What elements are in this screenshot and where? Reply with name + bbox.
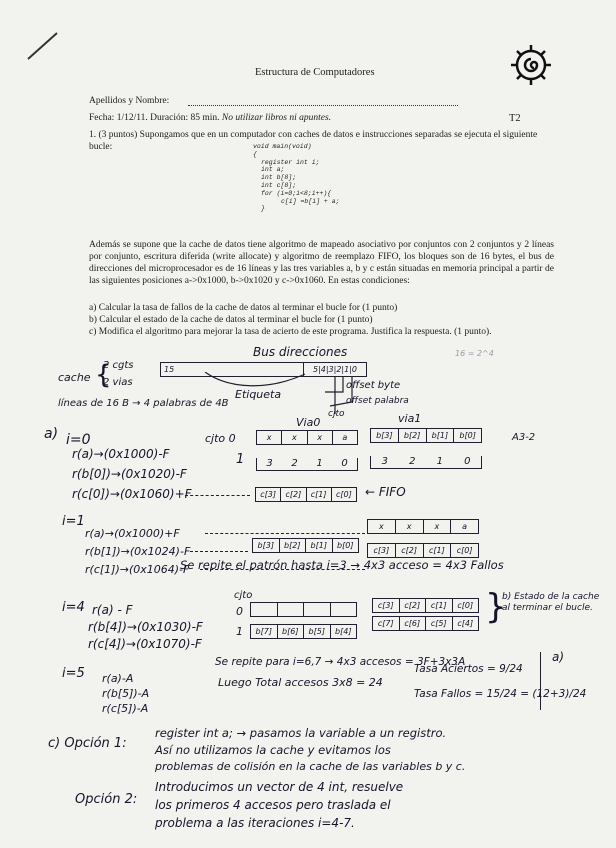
arrow-c-i0 (185, 495, 250, 496)
cell: b[6] (278, 625, 305, 638)
read-b-i1: r(b[1])→(0x1024)-F (85, 545, 191, 558)
pencil-mark (25, 30, 60, 62)
cell: a (342, 433, 348, 442)
cell: c[1] (307, 488, 332, 501)
part-b-note: b) Estado de la cache al terminar el bucle. (502, 592, 600, 614)
item-a: a) Calcular la tasa de fallos de la cache de datos al terminar el bucle for (1 punto) (89, 303, 398, 313)
cell: c[0] (336, 490, 352, 499)
gear-logo-icon (508, 42, 554, 88)
cell: c[3] (256, 488, 281, 501)
set0-via0-i0 (256, 430, 358, 445)
code-line: c[i] =b[i] + a; (281, 197, 340, 205)
bus-msb: 15 (164, 365, 175, 374)
set1-via0-final (250, 624, 357, 639)
set1-via1-i1 (367, 543, 479, 558)
set0-via1-i1 (367, 519, 479, 534)
offset-word-label: offset palabra (346, 396, 409, 406)
cache-label: cache (58, 371, 91, 384)
read-b-i0: r(b[0])→(0x1020)-F (72, 467, 187, 481)
cache-sets: 2 cgts (103, 360, 134, 371)
cell: b[4] (335, 627, 352, 636)
cell: c[3] (368, 544, 396, 557)
name-line (188, 105, 458, 106)
cell: b[3] (253, 539, 280, 552)
option1-label: c) Opción 1: (48, 736, 127, 751)
read-a-i4: r(a) - F (92, 603, 133, 617)
set1-via1-final (372, 616, 479, 631)
question-items (89, 303, 559, 339)
idx: 1 (436, 456, 443, 467)
set1-via0-i1 (252, 538, 359, 553)
cell: b[2] (280, 539, 307, 552)
set0-via1-final (372, 598, 479, 613)
a3-2-label: A3-2 (512, 432, 536, 443)
idx: 1 (316, 458, 323, 469)
cell: c[2] (400, 599, 427, 612)
read-c-i1: r(c[1])→(0x1064)-F (85, 563, 190, 576)
cell: x (368, 520, 396, 533)
cjto-label-2: cjto (234, 590, 253, 601)
code-line: for (i=0;i<8;i++){ (261, 189, 332, 197)
cell: b[3] (371, 429, 399, 442)
cell: x (396, 520, 424, 533)
bus-lsb-cells: 5|4|3|2|1|0 (303, 363, 366, 376)
read-a-i1: r(a)→(0x1000)+F (85, 527, 180, 540)
part-a-label: a) (44, 426, 59, 442)
cell: b[7] (251, 625, 278, 638)
etiqueta-label: Etiqueta (235, 388, 282, 401)
cell: x (257, 431, 282, 444)
cell: b[1] (306, 539, 333, 552)
iter-5-label: i=5 (62, 666, 85, 681)
cell: c[6] (400, 617, 427, 630)
offset-byte-label: offset byte (346, 380, 401, 391)
cell: b[0] (337, 541, 354, 550)
option2-line1: Introducimos un vector de 4 int, resuelve (155, 780, 404, 794)
row1-label-2: 1 (236, 625, 243, 638)
code-block (253, 143, 340, 213)
line-note: líneas de 16 B → 4 palabras de 4B (58, 398, 229, 409)
cell: c[1] (426, 599, 453, 612)
cell: a (462, 522, 468, 531)
idx: 2 (409, 456, 416, 467)
code-line: void main(void) (253, 143, 312, 150)
option2-label: Opción 2: (75, 792, 138, 807)
iter-4-label: i=4 (62, 600, 85, 615)
hit-rate: Tasa Aciertos = 9/24 (414, 663, 523, 675)
code-line: register int i; (261, 158, 320, 166)
cell: x (282, 431, 307, 444)
question-intro: 1. (3 puntos) Supongamos que en un computador con caches de datos e instrucciones separadas se ejecuta el siguiente bucle: (89, 130, 538, 152)
cell: x (308, 431, 333, 444)
read-a-i0: r(a)→(0x1000)-F (72, 447, 170, 461)
option2-line2: los primeros 4 accesos pero traslada el (155, 798, 391, 812)
brace: { (95, 360, 112, 390)
idx: 3 (266, 458, 273, 469)
idx: 3 (381, 456, 388, 467)
idx: 0 (464, 456, 471, 467)
option1-line2: Así no utilizamos la cache y evitamos los (155, 743, 391, 757)
idx: 0 (341, 458, 348, 469)
code-line: } (261, 205, 265, 213)
cell: c[0] (457, 601, 474, 610)
index-row-via0 (256, 458, 358, 471)
code-line: int c[8]; (261, 181, 297, 189)
result-divider (540, 652, 541, 710)
total-accesses: Luego Total accesos 3x8 = 24 (218, 676, 383, 689)
cjto-label: cjto (328, 409, 345, 419)
via0-label: Via0 (296, 416, 321, 429)
set1-via0-i0 (255, 487, 357, 502)
set0-via0-final (250, 602, 357, 617)
date-line (89, 113, 331, 125)
name-label: Apellidos y Nombre: (89, 96, 170, 106)
cell: b[5] (304, 625, 331, 638)
question-body: Además se supone que la cache de datos tiene algoritmo de mapeado asociativo por conjuntos con 2 conjuntos y 2 líneas por conjunto, escritura diferida (write allocate) y algoritmo de reemplazo FIFO, los bloques son de 16 bytes, el bus de direcciones del microprocesador es de 16 líneas y las tres variables a, b y c están situadas en memoria principal a partir de las siguientes posiciones a->0x1000, b->0x1020 y c->0x1060. En estas condiciones: (89, 240, 554, 286)
cell: c[1] (424, 544, 452, 557)
set-0-label: cjto 0 (205, 432, 236, 445)
exam-tag: T2 (509, 113, 521, 124)
cell: b[0] (459, 431, 476, 440)
option2-line3: problema a las iteraciones i=4-7. (155, 816, 355, 830)
miss-rate: Tasa Fallos = 15/24 = (12+3)/24 (414, 688, 587, 700)
cell: c[3] (373, 599, 400, 612)
index-row-via1 (370, 456, 482, 469)
cell: b[1] (427, 429, 455, 442)
item-b: b) Calcular el estado de la cache de datos al terminar el bucle for (1 punto) (89, 314, 373, 325)
code-line: int b[8]; (261, 174, 297, 182)
cell: x (424, 520, 452, 533)
repeat-note: Se repite el patrón hasta i=3 → 4x3 acceso = 4x3 Fallos (180, 558, 504, 572)
cache-ways: 2 vias (103, 377, 133, 388)
fifo-label: ← FIFO (365, 485, 406, 499)
read-b-i5: r(b[5])-A (102, 687, 150, 700)
cell: c[2] (396, 544, 424, 557)
set-1-label: 1 (236, 452, 245, 467)
iter-1-label: i=1 (62, 514, 85, 529)
answer-a-mark: a) (552, 650, 565, 664)
code-line: { (253, 150, 257, 158)
date-text: Fecha: 1/12/11. Duración: 85 min. (89, 113, 220, 123)
cell: c[2] (281, 488, 306, 501)
faint-note: 16 = 2^4 (455, 349, 494, 358)
exam-title: Estructura de Computadores (255, 67, 375, 78)
cell: c[4] (457, 619, 474, 628)
iter-0-label: i=0 (66, 432, 91, 448)
read-a-i5: r(a)-A (102, 672, 134, 685)
bus-title: Bus direcciones (253, 345, 348, 359)
cell: c[7] (373, 617, 400, 630)
cell: b[2] (399, 429, 427, 442)
arrow-a-i1 (205, 533, 365, 534)
cell: c[0] (456, 546, 473, 555)
option1-line3: problemas de colisión en la cache de las variables b y c. (155, 760, 466, 773)
read-b-i4: r(b[4])→(0x1030)-F (88, 620, 203, 634)
via1-label: via1 (398, 412, 422, 425)
brace-b: } (485, 587, 507, 627)
set0-via1-i0 (370, 428, 482, 443)
row0-label-2: 0 (236, 605, 243, 618)
item-c: c) Modifica el algoritmo para mejorar la tasa de acierto de este programa. Justifica la respuesta. (1 punto). (89, 326, 492, 337)
read-c-i5: r(c[5])-A (102, 702, 149, 715)
idx: 2 (291, 458, 298, 469)
code-line: int a; (261, 166, 285, 174)
read-c-i4: r(c[4])→(0x1070)-F (88, 637, 202, 651)
read-c-i0: r(c[0])→(0x1060)+F (72, 487, 192, 501)
repeat-note-2: Se repite para i=6,7 → 4x3 accesos = 3F+3x3A (215, 656, 466, 668)
arrow-b-i1 (190, 551, 248, 552)
cell: c[5] (426, 617, 453, 630)
option1-line1: register int a; → pasamos la variable a un registro. (155, 726, 447, 740)
date-note: No utilizar libros ni apuntes. (221, 113, 332, 123)
